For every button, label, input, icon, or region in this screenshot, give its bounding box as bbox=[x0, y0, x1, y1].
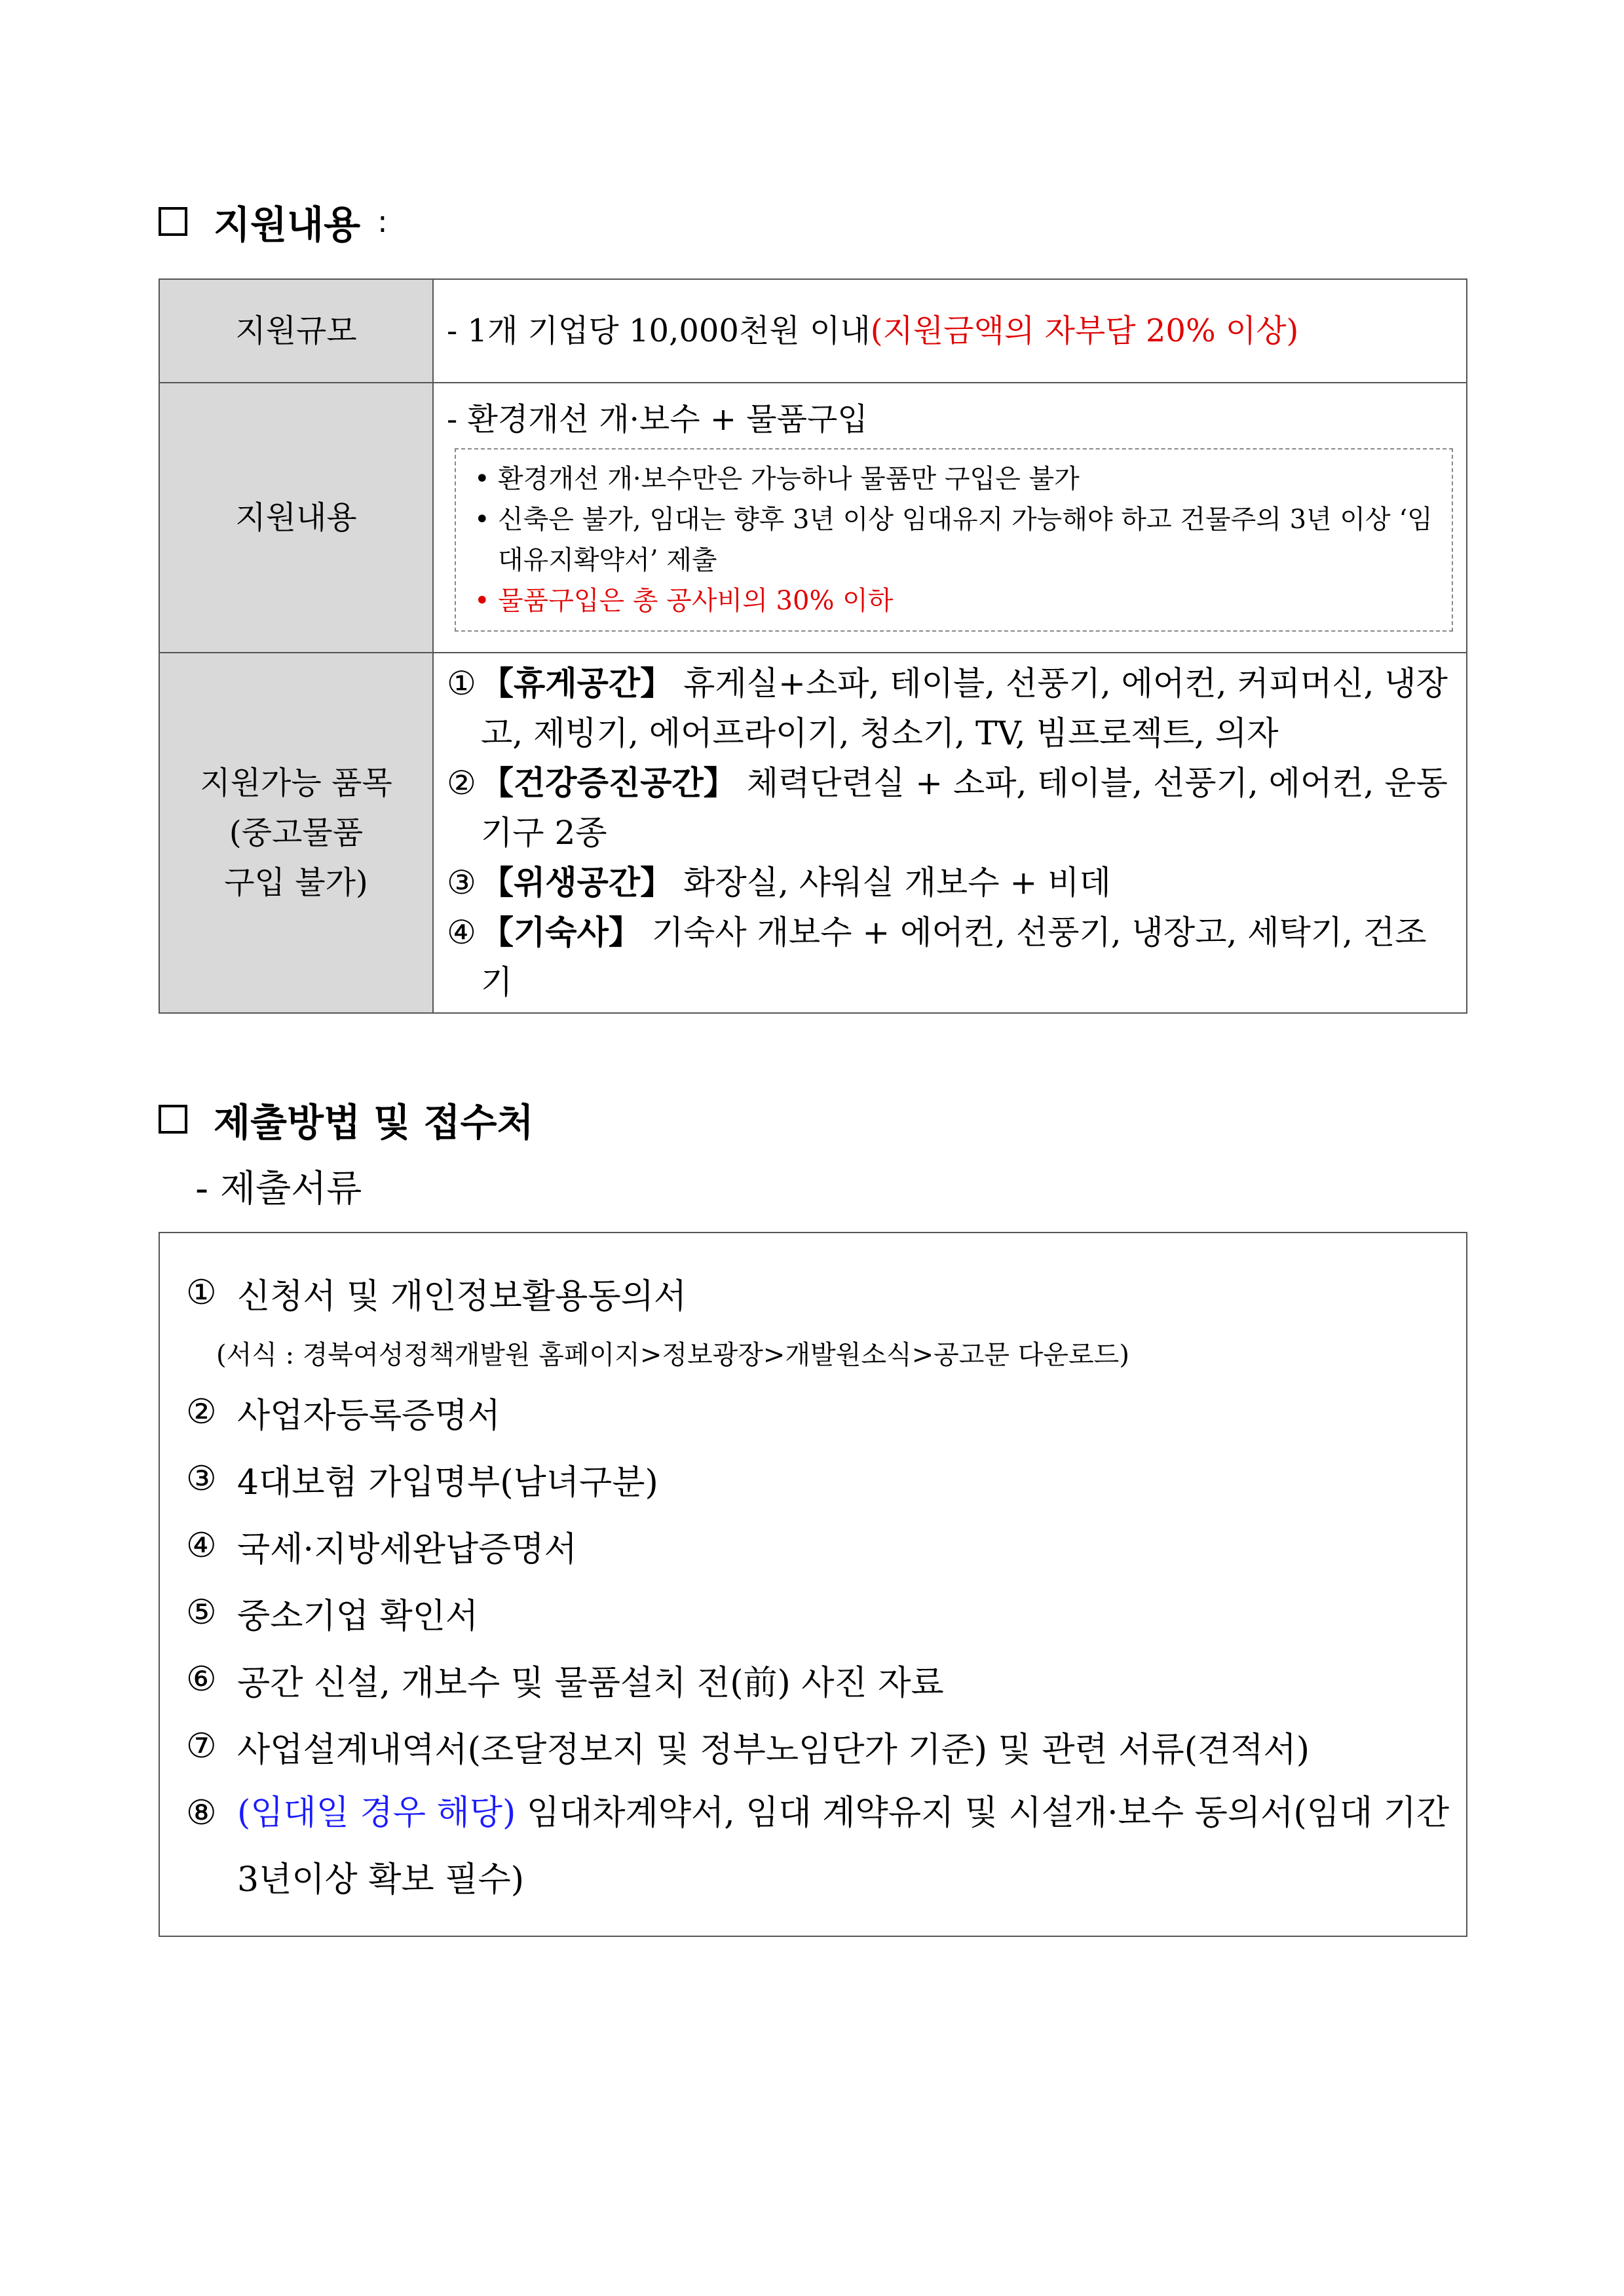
doc-number: ② bbox=[186, 1392, 217, 1432]
doc-text: 4대보험 가입명부(남녀구분) bbox=[237, 1463, 658, 1502]
note-item bbox=[474, 581, 1436, 621]
documents-box bbox=[159, 1232, 1467, 1937]
note-text: 환경개선 개·보수만은 가능하나 물품만 구입은 불가 bbox=[498, 464, 1080, 494]
doc-item bbox=[186, 1512, 1450, 1579]
list-item bbox=[447, 659, 1456, 758]
item-number: ② bbox=[447, 764, 476, 802]
scale-self-pay: (지원금액의 자부담 20% 이상) bbox=[870, 313, 1299, 349]
doc-item bbox=[186, 1379, 1450, 1445]
doc-text: 중소기업 확인서 bbox=[237, 1596, 479, 1636]
notes-box bbox=[455, 448, 1453, 632]
value-items bbox=[433, 653, 1467, 1013]
doc-form-note: (서식 : 경북여성정책개발원 홈페이지>정보광장>개발원소식>공고문 다운로드) bbox=[216, 1339, 1129, 1370]
doc-item bbox=[186, 1579, 1450, 1646]
item-text: 기숙사 개보수 + 에어컨, 선풍기, 냉장고, 세탁기, 건조기 bbox=[481, 913, 1427, 1001]
doc-item bbox=[186, 1646, 1450, 1713]
bullet-icon: • bbox=[474, 464, 490, 494]
bullet-icon: • bbox=[474, 505, 490, 535]
doc-item bbox=[186, 1445, 1450, 1512]
doc-number: ③ bbox=[186, 1459, 217, 1499]
section-heading-support bbox=[159, 194, 388, 249]
doc-number: ⑤ bbox=[186, 1593, 217, 1632]
list-item bbox=[447, 908, 1456, 1007]
doc-text: 사업자등록증명서 bbox=[237, 1396, 500, 1436]
list-item bbox=[447, 858, 1456, 908]
table-row-items bbox=[159, 653, 1467, 1013]
item-tag: 【휴게공간】 bbox=[481, 664, 673, 702]
doc-number: ⑥ bbox=[186, 1660, 217, 1699]
checkbox-square-icon bbox=[159, 207, 187, 236]
item-text: 체력단련실 + 소파, 테이블, 선풍기, 에어컨, 운동기구 2종 bbox=[481, 764, 1448, 852]
lease-condition: (임대일 경우 해당) bbox=[237, 1793, 516, 1833]
section-title: 제출방법 및 접수처 bbox=[214, 1100, 534, 1145]
doc-text: 사업설계내역서(조달정보지 및 정부노임단가 기준) 및 관련 서류(견적서) bbox=[237, 1730, 1310, 1770]
doc-item-lease bbox=[186, 1780, 1450, 1913]
doc-number: ④ bbox=[186, 1526, 217, 1565]
table-row-scale bbox=[159, 279, 1467, 383]
item-number: ④ bbox=[447, 913, 476, 951]
item-tag: 【기숙사】 bbox=[481, 913, 641, 951]
doc-text: 공간 신설, 개보수 및 물품설치 전(前) 사진 자료 bbox=[237, 1663, 944, 1703]
section-colon: : bbox=[377, 204, 388, 239]
label-items bbox=[159, 653, 433, 1013]
label-content: 지원내용 bbox=[159, 383, 433, 653]
doc-text: 신청서 및 개인정보활용동의서 bbox=[237, 1276, 687, 1316]
label-line: 지원가능 품목 bbox=[200, 765, 392, 801]
doc-item bbox=[186, 1259, 1450, 1326]
bullet-icon: • bbox=[474, 586, 490, 616]
item-number: ③ bbox=[447, 864, 476, 902]
scale-amount: - 1개 기업당 10,000천원 이내 bbox=[447, 313, 871, 349]
section-heading-submission bbox=[159, 1092, 534, 1147]
item-text: 휴게실+소파, 테이블, 선풍기, 에어컨, 커피머신, 냉장고, 제빙기, 에어프라이기, 청소기, TV, 빔프로젝트, 의자 bbox=[481, 664, 1448, 752]
item-number: ① bbox=[447, 664, 476, 702]
label-line: (중고물품 bbox=[229, 814, 364, 851]
label-scale: 지원규모 bbox=[159, 279, 433, 383]
doc-number: ① bbox=[186, 1273, 217, 1312]
note-text: 신축은 불가, 임대는 향후 3년 이상 임대유지 가능해야 하고 건물주의 3년 이상 ‘임대유지확약서’ 제출 bbox=[498, 505, 1433, 575]
section-title: 지원내용 bbox=[214, 202, 361, 247]
item-tag: 【건강증진공간】 bbox=[481, 764, 736, 802]
doc-text: 임대차계약서, 임대 계약유지 및 시설개·보수 동의서(임대 기간 3년이상 확보 필수) bbox=[237, 1793, 1450, 1900]
content-summary: - 환경개선 개·보수 + 물품구입 bbox=[447, 401, 868, 438]
item-text: 화장실, 샤워실 개보수 + 비데 bbox=[683, 864, 1111, 902]
note-text: 물품구입은 총 공사비의 30% 이하 bbox=[498, 586, 894, 616]
doc-item bbox=[186, 1713, 1450, 1780]
list-item bbox=[447, 758, 1456, 858]
note-item bbox=[474, 459, 1436, 499]
value-content bbox=[433, 383, 1467, 653]
value-scale bbox=[433, 279, 1467, 383]
doc-text: 국세·지방세완납증명서 bbox=[237, 1529, 577, 1569]
doc-number: ⑦ bbox=[186, 1727, 217, 1766]
note-item bbox=[474, 499, 1436, 581]
table-row-content bbox=[159, 383, 1467, 653]
doc-number: ⑧ bbox=[186, 1793, 217, 1833]
checkbox-square-icon bbox=[159, 1105, 187, 1134]
label-line: 구입 불가) bbox=[224, 864, 368, 901]
item-tag: 【위생공간】 bbox=[481, 864, 673, 902]
items-list bbox=[447, 655, 1456, 1011]
subsection-title: - 제출서류 bbox=[195, 1168, 362, 1210]
support-info-table bbox=[159, 278, 1467, 1014]
